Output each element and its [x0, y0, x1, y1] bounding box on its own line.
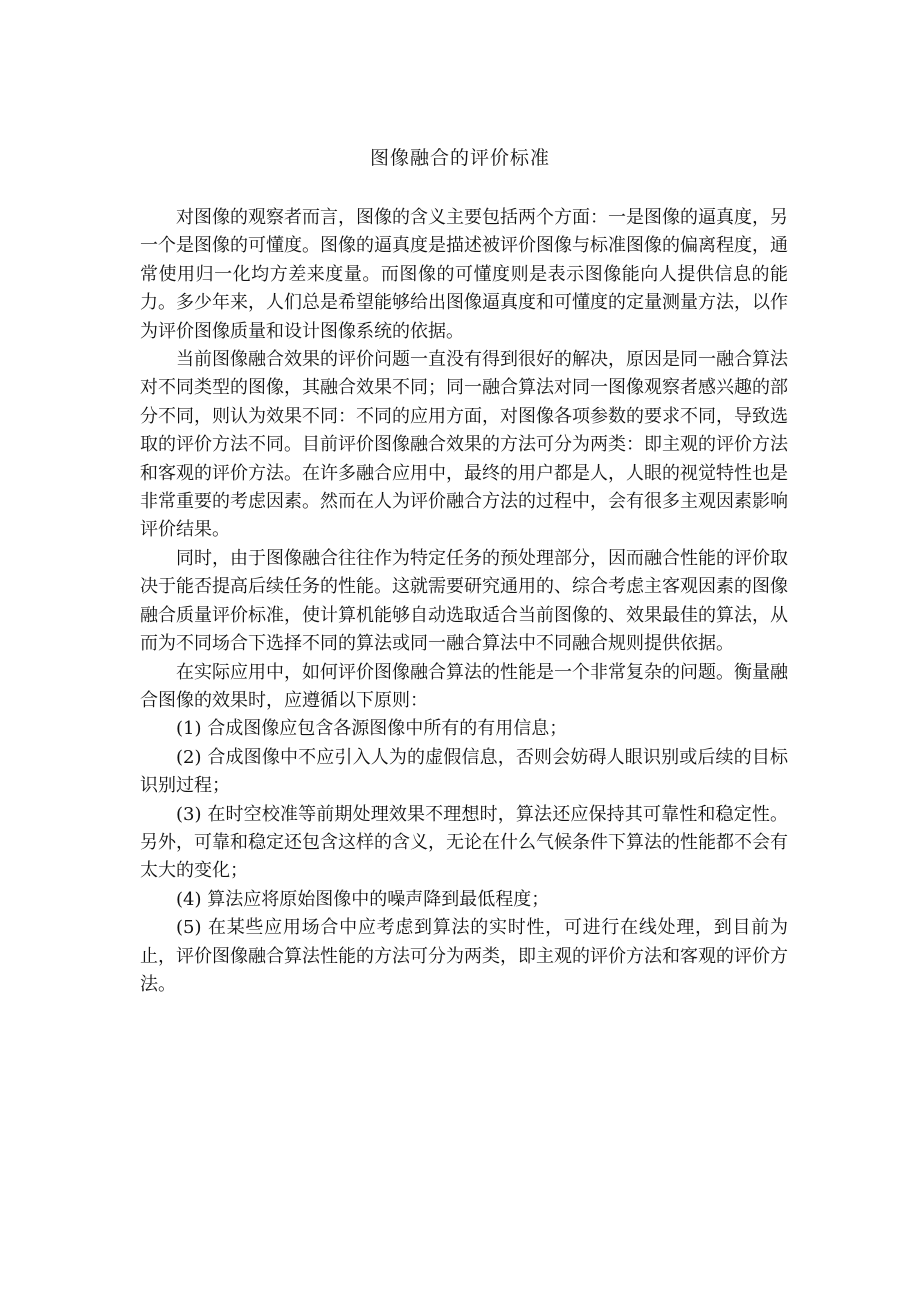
- principle-item-4: (4) 算法应将原始图像中的噪声降到最低程度；: [176, 888, 550, 910]
- document-title: 图像融合的评价标准: [369, 147, 550, 169]
- paragraph-observer-meaning: 对图像的观察者而言，图像的含义主要包括两个方面：一是图像的逼真度，另一个是图像的可懂度。图像的逼真度是描述被评价图像与标准图像的偏离程度，通常使用归一化均方差来度量。而图像的可懂度则是表示图像能向人提供信息的能力。多少年来，人们总是希望能够给出图像逼真度和可懂度的定量测量方法，以作为评价图像质量和设计图像系统的依据。: [140, 207, 788, 342]
- paragraph-principles-intro: 在实际应用中，如何评价图像融合算法的性能是一个非常复杂的问题。衡量融合图像的效果时，应遵循以下原则：: [140, 661, 788, 711]
- principle-item-5: (5) 在某些应用场合中应考虑到算法的实时性，可进行在线处理，到目前为止，评价图像融合算法性能的方法可分为两类，即主观的评价方法和客观的评价方法。: [140, 917, 788, 995]
- paragraph-evaluation-problem: 当前图像融合效果的评价问题一直没有得到很好的解决，原因是同一融合算法对不同类型的图像，其融合效果不同；同一融合算法对同一图像观察者感兴趣的部分不同，则认为效果不同：不同的应用方面，对图像各项参数的要求不同，导致选取的评价方法不同。目前评价图像融合效果的方法可分为两类：即主观的评价方法和客观的评价方法。在许多融合应用中，最终的用户都是人，人眼的视觉特性也是非常重要的考虑因素。然而在人为评价融合方法的过程中，会有很多主观因素影响评价结果。: [140, 349, 788, 541]
- document-body: [140, 204, 788, 999]
- paragraph-preprocessing: 同时，由于图像融合往往作为特定任务的预处理部分，因而融合性能的评价取决于能否提高后续任务的性能。这就需要研究通用的、综合考虑主客观因素的图像融合质量评价标准，使计算机能够自动选取适合当前图像的、效果最佳的算法，从而为不同场合下选择不同的算法或同一融合算法中不同融合规则提供依据。: [140, 547, 788, 655]
- principle-item-3: (3) 在时空校准等前期处理效果不理想时，算法还应保持其可靠性和稳定性。 另外，可靠和稳定还包含这样的含义，无论在什么气候条件下算法的性能都不会有太大的变化；: [140, 803, 788, 882]
- principle-item-2: (2) 合成图像中不应引入人为的虚假信息，否则会妨碍人眼识别或后续的目标识别过程；: [140, 746, 788, 797]
- principle-item-1: (1) 合成图像应包含各源图像中所有的有用信息；: [176, 718, 568, 740]
